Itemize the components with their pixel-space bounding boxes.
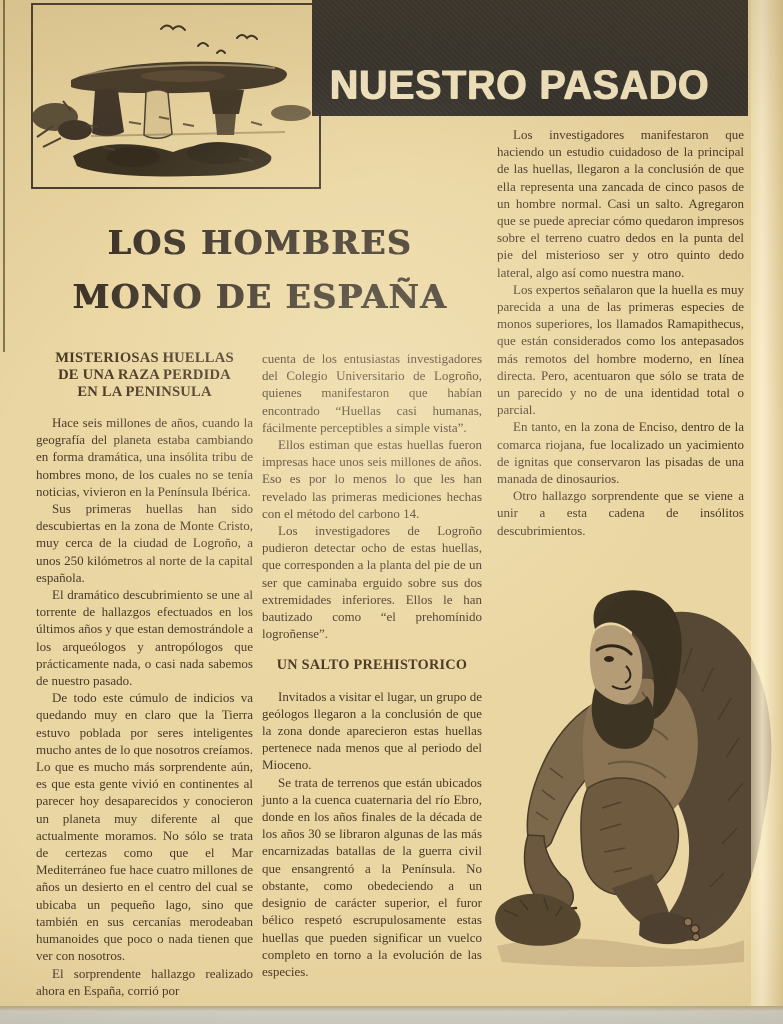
left-column-body [36,414,253,999]
section-banner [312,0,748,116]
paragraph: Sus primeras huellas han sido descubiertas en la zona de Monte Cristo, muy cerca de la ciudad de Logroño, a unos 250 kilómetros al norte de la capital española. [36,501,253,585]
article-title-line1: LOS HOMBRES [107,223,413,262]
middle-column-heading: UN SALTO PREHISTORICO [276,657,468,674]
dolmen-drawing [33,5,319,187]
paragraph: Invitados a visitar el lugar, un grupo de geólogos llegaron a la conclusión de que la zona donde aparecieron estas huellas pertenece nada menos que al periodo del Mioceno. [262,688,482,773]
paragraph: El dramático descubrimiento se une al torrente de hallazgos efectuados en los últimos años y que estan demostrándole a los arqueólogos y antropólogos que prácticamente nada, o casi nada sabemos de nuestro pasado. [36,587,253,689]
dolmen-illustration [31,3,321,189]
paragraph: El sorprendente hallazgo realizado ahora en España, corrió por [36,965,253,998]
left-column-heading [36,350,253,401]
paragraph: Otro hallazgo sorprendente que se viene a unir a esta cadena de insólitos descubrimientos. [497,488,744,538]
scan-bottom-strip [0,1006,783,1024]
article-title-line2: MONO DE ESPAÑA [72,277,448,316]
middle-column-body-top [262,350,482,642]
paragraph: cuenta de los entusiastas investigadores del Colegio Universitario de Logroño, quienes manifestaron que habían encontrado “Huellas casi humanas, fácilmente perceptibles a simple vista”. [262,351,482,435]
middle-column-body-bottom [262,688,482,980]
paragraph: Se trata de terrenos que están ubicados junto a la cuenca cuaternaria del río Ebro, donde en los años finales de la década de los años 30 se libraron algunas de las más encarnizadas batallas de la guerra civil que ensangrentó a la Península. No obstante, como obedeciendo a un designio de carácter superior, el furor bélico respetó escrupulosamente estas huellas que pueden significar un vuelco completo en torno a la evolución de las especies. [262,774,482,979]
right-column-body [497,126,744,539]
column-right [497,126,744,539]
article-title [40,216,480,324]
paragraph: De todo este cúmulo de indicios va quedando muy en claro que la Tierra estuvo poblada por seres inteligentes mucho antes de lo que nosotros creíamos. Lo que es mucho más sorprendente aún, es que esta gente vivió en continentes al parecer hoy desaparecidos y conocieron un planeta muy diferente al que actualmente moramos. No sólo se trata de certezas como que el Mar Mediterráneo fue hace cuatro millones de años un desierto en el centro del cual se ubicaba un pequeño lago, sino que también en sus cercanías merodeaban humanoides que poco o nada tienen que ver con nosotros. [36,690,253,964]
column-left [36,350,253,999]
apeman-illustration [492,588,783,973]
paragraph: Los expertos señalaron que la huella es muy parecida a una de las primeras especies de monos superiores, los llamados Ramapithecus, que están considerados como los antepasados más remotos del hombre moderno, en línea directa. Pero, acentuaron que sólo se trata de un parecido y no de una identidad total o parcial. [497,281,744,418]
paragraph: Ellos estiman que estas huellas fueron impresas hace unos seis millones de años. Eso es por lo menos lo que les han revelado las primeras mediciones hechas con el método del carbono 14. [262,437,482,521]
section-banner-title: NUESTRO PASADO [330,63,710,108]
paragraph: Los investigadores de Logroño pudieron detectar ocho de estas huellas, que corresponden a la planta del pie de un ser que caminaba erguido sobre sus dos extremidades inferiores. Ellos le han bautizado como “el prehomínido logroñense”. [262,523,482,642]
paragraph: Hace seis millones de años, cuando la geografía del planeta estaba cambiando en forma dramática, una insólita tribu de hombres mono, de los cuales no se tenía noticias, vivieron en la Península Ibérica. [36,415,253,499]
paragraph: En tanto, en la zona de Enciso, dentro de la comarca riojana, fue localizado un yacimiento de ignitas que conservaron las pisadas de una manada de dinosaurios. [497,419,744,487]
birds-icon [161,26,257,54]
paragraph: Los investigadores manifestaron que haciendo un estudio cuidadoso de la principal de las huellas, llegaron a la conclusión de que ella representa una zancada de cinco pasos de un hombre normal. Casi un salto. Agregaron que se puede apreciar cómo quedaron impresos sobre el terreno cuatro dedos en la punta del pie del misterioso ser y otro quinto dedo lateral, algo así como nuestra mano. [497,127,744,280]
apeman-drawing [492,588,783,973]
heading-line: MISTERIOSAS HUELLAS [55,350,234,366]
heading-line: EN LA PENINSULA [77,384,212,400]
column-middle [262,350,482,980]
eye [604,656,614,662]
heading-line: DE UNA RAZA PERDIDA [58,367,231,383]
page-edge-band [751,0,783,1010]
scan-edge-line [3,0,5,352]
